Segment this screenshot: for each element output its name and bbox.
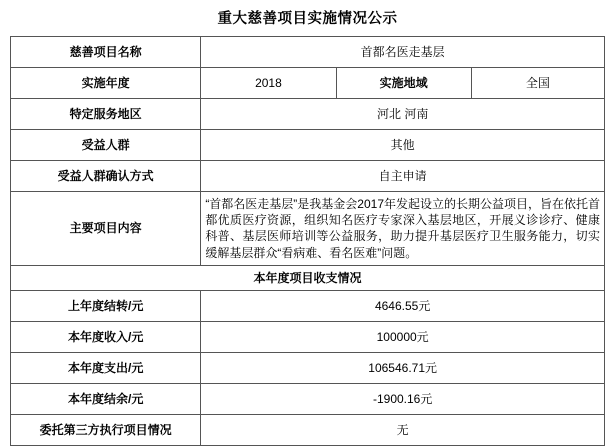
table-row	[11, 68, 605, 99]
beneficiary-group-label: 受益人群	[11, 130, 201, 161]
table-row	[11, 37, 605, 68]
main-content-label: 主要项目内容	[11, 192, 201, 266]
confirmation-method-label: 受益人群确认方式	[11, 161, 201, 192]
project-name-label: 慈善项目名称	[11, 37, 201, 68]
table-row	[11, 290, 605, 321]
table-row	[11, 130, 605, 161]
page-title: 重大慈善项目实施情况公示	[217, 11, 398, 27]
beneficiary-group-value: 其他	[201, 130, 605, 161]
table-row	[11, 265, 605, 290]
income-value: 100000元	[201, 321, 605, 352]
main-content-value	[201, 192, 605, 266]
table-row	[11, 321, 605, 352]
balance-label: 本年度结余/元	[11, 383, 201, 414]
implementation-year-value: 2018	[201, 68, 336, 99]
finance-section-header: 本年度项目收支情况	[11, 265, 605, 290]
table-row	[11, 414, 605, 445]
confirmation-method-value: 自主申请	[201, 161, 605, 192]
third-party-value: 无	[201, 414, 605, 445]
project-disclosure-table	[10, 36, 605, 446]
implementation-region-label: 实施地域	[336, 68, 471, 99]
implementation-year-label: 实施年度	[11, 68, 201, 99]
main-content-text: “首都名医走基层”是我基金会2017年发起设立的长期公益项目，旨在依托首都优质医疗资源，组织知名医疗专家深入基层地区，开展义诊诊疗、健康科普、基层医师培训等公益服务，助力提升基层医疗卫生服务能力，切实缓解基层群众“看病难、看名医难”问题。	[205, 197, 601, 260]
third-party-label: 委托第三方执行项目情况	[11, 414, 201, 445]
implementation-region-value: 全国	[471, 68, 604, 99]
income-label: 本年度收入/元	[11, 321, 201, 352]
table-row	[11, 99, 605, 130]
table-row	[11, 161, 605, 192]
project-name-value: 首都名医走基层	[201, 37, 605, 68]
table-row	[11, 383, 605, 414]
special-service-region-label: 特定服务地区	[11, 99, 201, 130]
carryover-label: 上年度结转/元	[11, 290, 201, 321]
expense-label: 本年度支出/元	[11, 352, 201, 383]
balance-value: -1900.16元	[201, 383, 605, 414]
carryover-value: 4646.55元	[201, 290, 605, 321]
table-row	[11, 192, 605, 266]
expense-value: 106546.71元	[201, 352, 605, 383]
table-row	[11, 352, 605, 383]
special-service-region-value: 河北 河南	[201, 99, 605, 130]
